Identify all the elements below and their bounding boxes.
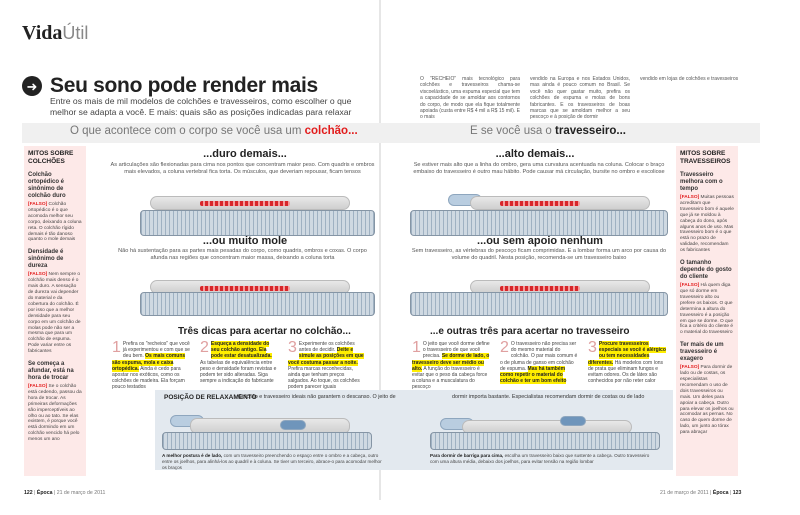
headline-row [22,74,318,98]
myth-answer [28,272,82,355]
myth-answer-text: Se o colchão está cedendo, passou da hora de trocar. As primeiras deformações são imperceptíveis ao olho ou ao tato. Se elas existem, é porque você está dormindo em um colchão vencido há pelo menos um ano [28,384,82,443]
myth-question: Densidade é sinônimo de dureza [28,249,64,270]
tip-pillow-2 [500,341,578,384]
myth-question: Se começa a afundar, está na hora de trocar [28,361,74,382]
myth-answer-text: Colchão ortopédico é o que acomoda melhor seu corpo, deixando a coluna reta. O colchão rígido demais é tão danoso quanto o mole demais [28,202,82,243]
tip-text: Prefira marcas reconhecidas, ainda que tenham preços salgados. Ao toque, os colchões podem parecer iguais [288,365,360,391]
myth-answer [680,365,734,436]
band-title-pillow [470,125,626,137]
panel-title-soft: ...ou muito mole [202,235,288,247]
relaxation-text-right: dormir importa bastante. Especialistas recomendam dormir de costas ou de lado [452,394,645,400]
spine-illustration-soft [200,286,290,291]
intro-column-3: vendido em lojas de colchões e travesseiros [640,76,739,82]
mattress-illustration-hard [140,210,375,236]
tip-mattress-3 [288,341,366,391]
caption-bold: Para dormir de barriga para cima, [430,453,504,458]
tip-number: 3 [588,339,597,356]
myth-tag: [FALSO] [28,384,48,390]
myth-tag: [FALSO] [680,283,700,289]
knee-pillow-illustration-back [560,416,586,426]
section-label [22,22,88,45]
tip-text: Há modelos com íons de prata que eliminam fungos e evitam odores. Os de látex são conhecidos por não reter calor [588,359,664,385]
myth-question: Colchão ortopédico é sinônimo de colchão duro [28,172,66,199]
myth-question: O tamanho depende do gosto do cliente [680,260,732,281]
relaxation-text-left: Colchão e travesseiro ideais não garantem o descanso. O jeito de [238,394,396,400]
mattress-illustration-back [430,432,660,450]
band-title-mattress [70,125,358,137]
myth-tag: [FALSO] [28,272,48,278]
panel-desc-hard: As articulações são flexionadas para cima nos pontos que concentram maior peso. Com quadris e ombros mais elevados, a coluna vertebral fica torta. Os músculos, que deveriam repousar, ficam tensos [110,162,375,175]
tip-mattress-2 [200,341,278,384]
tip-highlight: Procure travesseiros especiais se você é alérgico ou tem necessidades diferentes. [588,341,666,366]
myth-tag: [FALSO] [28,202,48,207]
spine-illustration-none [500,286,580,291]
footer-right: 21 de março de 2011 | Época | 123 [660,490,742,496]
tip-highlight: Se dorme de lado, o travesseiro deve ser médio ou alto. [412,353,490,372]
myth-tag: [FALSO] [680,195,700,200]
mattress-myths-title: MITOS SOBRE COLCHÕES [28,150,74,165]
caption-bold: A melhor postura é de lado, [162,453,223,458]
band-title-pillow-emph: travesseiro... [555,125,626,137]
panel-title-hard: ...duro demais... [203,148,287,160]
tip-text: Ainda é cedo para apostar nos exóticos, como os colchões de madeira. Ela forçam pouco testados [112,365,185,391]
myth-answer-text: Há quem diga que só dorme em travesseiro alto ou prefere os baixos. O que determina a altura do travesseiro é a posição em que se dorme. O que fica a critério do cliente é o material do travesseiro [680,283,734,336]
mattress-illustration-side [162,432,372,450]
tip-number: 3 [288,339,297,356]
intro-column-2: vendido na Europa e nos Estados Unidos, mas ainda é pouco comum no Brasil. Se você não quer gastar muito, prefira os colchões de espuma e molas de bons fabricantes. E os travesseiros de boas marcas que se amoldam melhor a seu pescoço e à posição de dormir [530,76,630,121]
tip-text: A função do travesseiro é evitar que o peso da cabeça force a coluna e a musculatura do pescoço [412,365,488,391]
mattress-myths-sidebar [24,146,86,476]
spine-illustration-hard [200,201,290,206]
tip-highlight: Deite e simule as posições em que você costuma passar a noite. [288,347,364,366]
date-right: 21 de março de 2011 [660,490,709,496]
relaxation-caption-side [162,453,382,470]
pillow-myths-sidebar [676,146,738,476]
myth-item [28,172,82,243]
caption-text: escolha um travesseiro baixo que sustente a cabeça. Outro travesseiro com uma altura média, debaixo dos joelhos, para evitar tensão na região lombar [430,453,650,464]
myth-answer-text: Nem sempre o colchão mais denso é o mais duro. A sensação de dureza vai depender do material e da cobertura do colchão. É por isso que a melhor densidade para seu corpo em um colchão de molas pode não ser a mesma que para um colchão de espuma. Pode variar entre os fabricantes [28,272,81,355]
mattress-illustration-high [410,210,668,236]
brand-left: Época [36,490,53,496]
myth-answer [680,195,734,254]
tips-pillow-title: ...e outras três para acertar no travesseiro [430,326,630,337]
panel-desc-soft: Não há sustentação para as partes mais pesadas do corpo, como quadris, ombros e coxas. O corpo afunda nas regiões que concentram maior massa, deixando a coluna torta [118,248,367,261]
caption-text: com um travesseiro preenchendo o espaço entre o ombro e a cabeça, outro entre os joelhos, para alinhá-los ao quadril e à coluna. Se tiver um terceiro, abrace-o para acomodar melhor os braços [162,453,382,470]
tip-text: Prefira os "recheios" que você já experimentou e com que se deu bem. [122,341,190,360]
pillow-myths-title: MITOS SOBRE TRAVESSEIROS [680,150,731,165]
myth-question: Ter mais de um travesseiro é exagero [680,342,724,363]
headline: Seu sono pode render mais [50,74,318,97]
panel-desc-high: Se estiver mais alto que a linha do ombro, gera uma curvatura acentuada na coluna. Colocar o braço embaixo do travesseiro é outro mau hábito. Pode causar má circulação, bursite no ombro e escoliose [413,162,665,175]
tip-pillow-1 [412,341,490,391]
tip-number: 2 [500,339,509,356]
myth-answer-text: Para dormir de lado ou de costas, os especialistas recomendam o uso de dois travesseiros ou mais. Um deles para apoiar a cabeça. Outro para elevar os joelhos ou acomodar as pernas. No caso de quem dorme de lado, um junto ao tórax para abraçar [680,365,734,436]
myth-item [680,260,734,336]
relaxation-title: POSIÇÃO DE RELAXAMENTO [164,394,257,401]
myth-answer [680,283,734,336]
tip-text: O travesseiro não precisa ser do mesmo material do colchão. O par mais comum é o de pluma de ganso em colchão de espuma. [500,341,578,372]
tip-number: 2 [200,339,209,356]
tip-number: 1 [412,339,421,356]
panel-title-high: ...alto demais... [495,148,575,160]
section-label-bold: Vida [22,22,63,44]
myth-question: Travesseiro melhora com o tempo [680,172,723,192]
tip-mattress-1 [112,341,190,391]
myth-answer-text: Muitas pessoas acreditam que travesseiro bom é aquele que já se moldou à cabeça do dono, após alguns anos de uso. Mas travesseiro bom é o que está no prazo de validade, recomendam os fabricantes [680,195,734,254]
footer-left: 122 | Época | 21 de março de 2011 [24,490,106,496]
tip-number: 1 [112,339,121,356]
myth-answer [28,202,82,243]
mattress-illustration-none [410,292,668,316]
dek: Entre os mais de mil modelos de colchões e travesseiros, como escolher o que melhor se adapta a você. E mais: quais são as posições indicadas para relaxar [50,96,352,117]
tip-highlight: Mas há também como repetir o material do colchão e ter um bom efeito [500,365,567,385]
tip-highlight: Esqueça a densidade do seu colchão antigo. Ela pode estar desatualizada. [210,341,272,360]
arrow-right-icon: ➜ [22,76,42,96]
page-number-left: 122 [24,490,33,496]
myth-item [680,342,734,436]
myth-answer [28,384,82,443]
brand-right: Época [712,490,729,496]
mattress-illustration-soft [140,292,375,316]
tips-mattress-title: Três dicas para acertar no colchão... [178,326,351,337]
spine-illustration-high [500,201,580,206]
tip-text: O jeito que você dorme define o travesseiro de que você precisa. [422,341,490,360]
myth-item [28,361,82,443]
tip-text: Experimente os colchões antes de decidir. [298,341,355,354]
page-number-right: 123 [732,490,742,496]
tip-highlight: Os mais comuns são espuma, mola e caixa ortopédica. [112,353,186,372]
myth-item [28,249,82,355]
band-title-mattress-prefix: O que acontece com o corpo se você usa um [70,125,302,137]
panel-desc-none: Sem travesseiro, as vértebras do pescoço ficam comprimidas. E a lombar forma um arco por causa do volume do quadril. Nesta posição, recomenda-se um travesseiro baixo [411,248,667,261]
knee-pillow-illustration [280,420,306,430]
band-title-pillow-prefix: E se você usa o [470,125,552,137]
section-label-light: Útil [62,23,89,43]
date-left: 21 de março de 2011 [56,490,106,496]
myth-tag: [FALSO] [680,365,700,371]
band-title-mattress-emph: colchão... [304,125,358,137]
tip-pillow-3 [588,341,666,384]
relaxation-caption-back [430,453,650,465]
myth-item [680,172,734,254]
panel-title-none: ...ou sem apoio nenhum [477,235,603,247]
tip-text: As tabelas de equivalência entre peso e densidade foram revistas e podem ter sido alteradas. Siga sempre a indicação do fabricante [200,359,277,385]
intro-column-1: O "RECHEIO" mais tecnológico para colchões e travesseiros chama-se viscoelástico, uma espuma especial que tem a capacidade de se amoldar aos contornos do corpo, de modo que ela fique totalmente apoiada (custa entre R$ 4 mil a R$ 15 mil). E o mais [420,76,520,121]
